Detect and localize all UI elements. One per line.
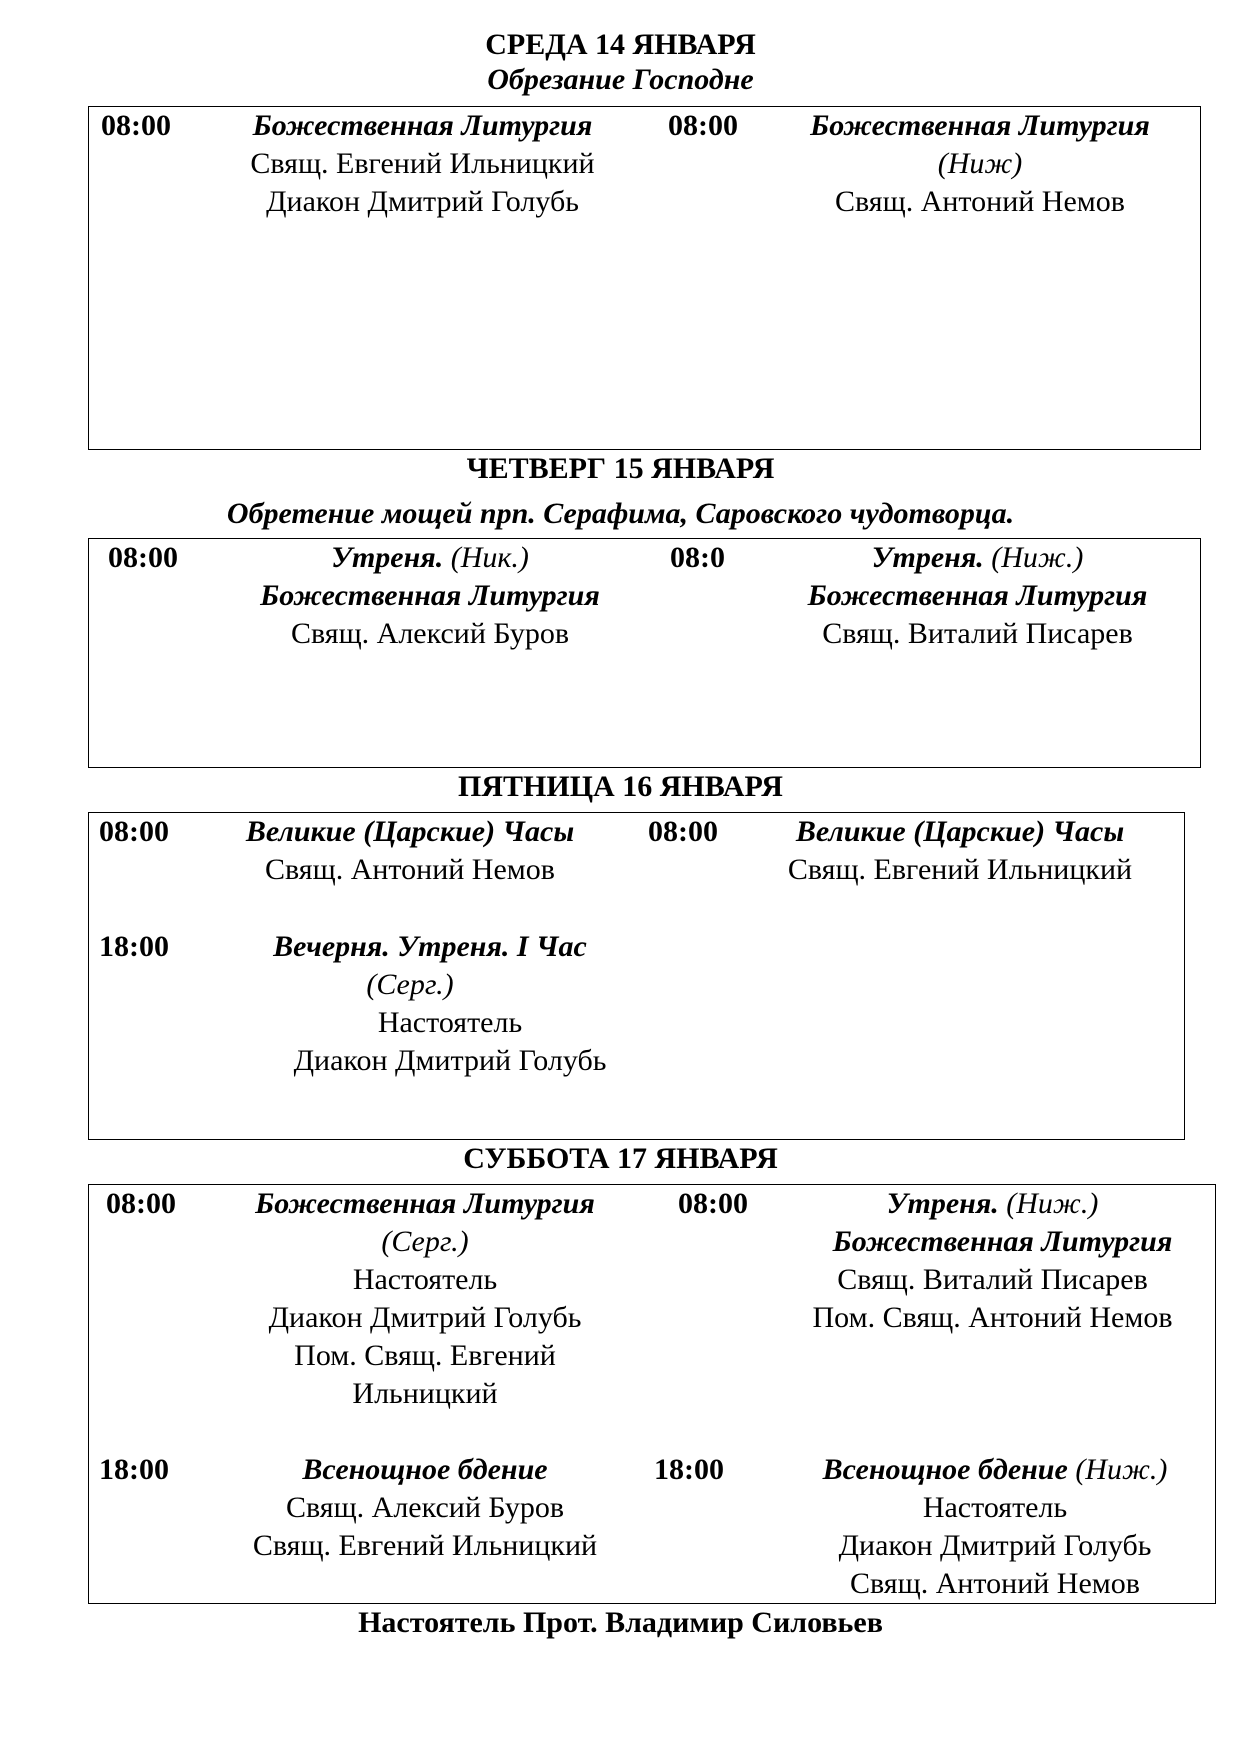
service-name: Утреня.	[331, 541, 444, 574]
service-location: (Ниж.)	[1006, 1187, 1099, 1220]
clergy-line: Пом. Свящ. Евгений	[294, 1339, 556, 1372]
clergy-line: Свящ. Евгений Ильницкий	[787, 853, 1133, 886]
service-name: Великие (Царские) Часы	[795, 815, 1125, 848]
clergy-line: Настоятель	[377, 1006, 523, 1039]
service-name: Божественная Литургия	[260, 579, 600, 612]
service-name: Утреня.	[886, 1187, 999, 1220]
service-time: 18:00	[99, 930, 169, 963]
service-name: Утреня.	[871, 541, 984, 574]
clergy-line: Свящ. Алексий Буров	[285, 1491, 565, 1524]
service-heading	[745, 539, 1210, 577]
service-time: 08:00	[101, 109, 171, 142]
service-name: Великие (Царские) Часы	[245, 815, 575, 848]
service-time: 18:00	[654, 1453, 724, 1486]
service-name: Божественная Литургия	[255, 1187, 595, 1220]
clergy-line: Свящ. Евгений Ильницкий	[250, 147, 595, 180]
clergy-line: Диакон Дмитрий Голубь	[268, 1301, 582, 1334]
day-title-wednesday: СРЕДА 14 ЯНВАРЯ	[485, 28, 756, 61]
service-time: 08:00	[648, 815, 718, 848]
service-location: (Ниж.)	[1075, 1453, 1168, 1486]
service-time: 08:00	[668, 109, 738, 142]
service-name: Божественная Литургия	[807, 579, 1148, 612]
service-name: Божественная Литургия	[810, 109, 1150, 142]
service-time: 08:00	[106, 1187, 176, 1220]
service-time: 08:00	[108, 541, 178, 574]
rector-signature-line: Настоятель Прот. Владимир Силовьев	[358, 1606, 883, 1639]
service-location: (Серг.)	[366, 968, 454, 1001]
day-title-saturday: СУББОТА 17 ЯНВАРЯ	[463, 1142, 778, 1175]
service-name: Всенощное бдение	[822, 1453, 1068, 1486]
feast-title-wednesday: Обрезание Господне	[487, 63, 754, 96]
clergy-line: Настоятель	[922, 1491, 1068, 1524]
service-heading	[780, 1185, 1205, 1223]
clergy-line: Свящ. Виталий Писарев	[822, 617, 1133, 650]
clergy-line: Свящ. Антоний Немов	[265, 853, 555, 886]
service-heading	[775, 1451, 1215, 1489]
clergy-line: Свящ. Виталий Писарев	[837, 1263, 1148, 1296]
clergy-line: Диакон Дмитрий Голубь	[293, 1044, 607, 1077]
service-time: 08:00	[678, 1187, 748, 1220]
clergy-line: Свящ. Антоний Немов	[850, 1567, 1140, 1600]
clergy-line: Свящ. Евгений Ильницкий	[252, 1529, 598, 1562]
service-time: 08:00	[99, 815, 169, 848]
feast-title-thursday: Обретение мощей прп. Серафима, Саровского чудотворца.	[226, 497, 1015, 530]
service-time: 18:00	[99, 1453, 169, 1486]
clergy-line: Диакон Дмитрий Голубь	[838, 1529, 1152, 1562]
service-location: (Ниж.)	[991, 541, 1084, 574]
service-name: Вечерня. Утреня. I Час	[273, 930, 587, 963]
service-name: Всенощное бдение	[302, 1453, 548, 1486]
clergy-line: Диакон Дмитрий Голубь	[266, 185, 579, 218]
service-name: Божественная Литургия	[832, 1225, 1173, 1258]
clergy-line: Свящ. Алексий Буров	[290, 617, 570, 650]
service-time: 08:0	[670, 541, 725, 574]
service-location: (Ниж)	[937, 147, 1023, 180]
clergy-line: Настоятель	[352, 1263, 498, 1296]
clergy-line: Ильницкий	[352, 1377, 498, 1410]
day-title-thursday: ЧЕТВЕРГ 15 ЯНВАРЯ	[466, 452, 775, 485]
service-name: Божественная Литургия	[252, 109, 593, 142]
service-location: (Серг.)	[381, 1225, 469, 1258]
clergy-line: Пом. Свящ. Антоний Немов	[812, 1301, 1173, 1334]
service-heading	[200, 539, 660, 577]
day-title-friday: ПЯТНИЦА 16 ЯНВАРЯ	[458, 770, 783, 803]
clergy-line: Свящ. Антоний Немов	[835, 185, 1125, 218]
service-location: (Ник.)	[450, 541, 529, 574]
